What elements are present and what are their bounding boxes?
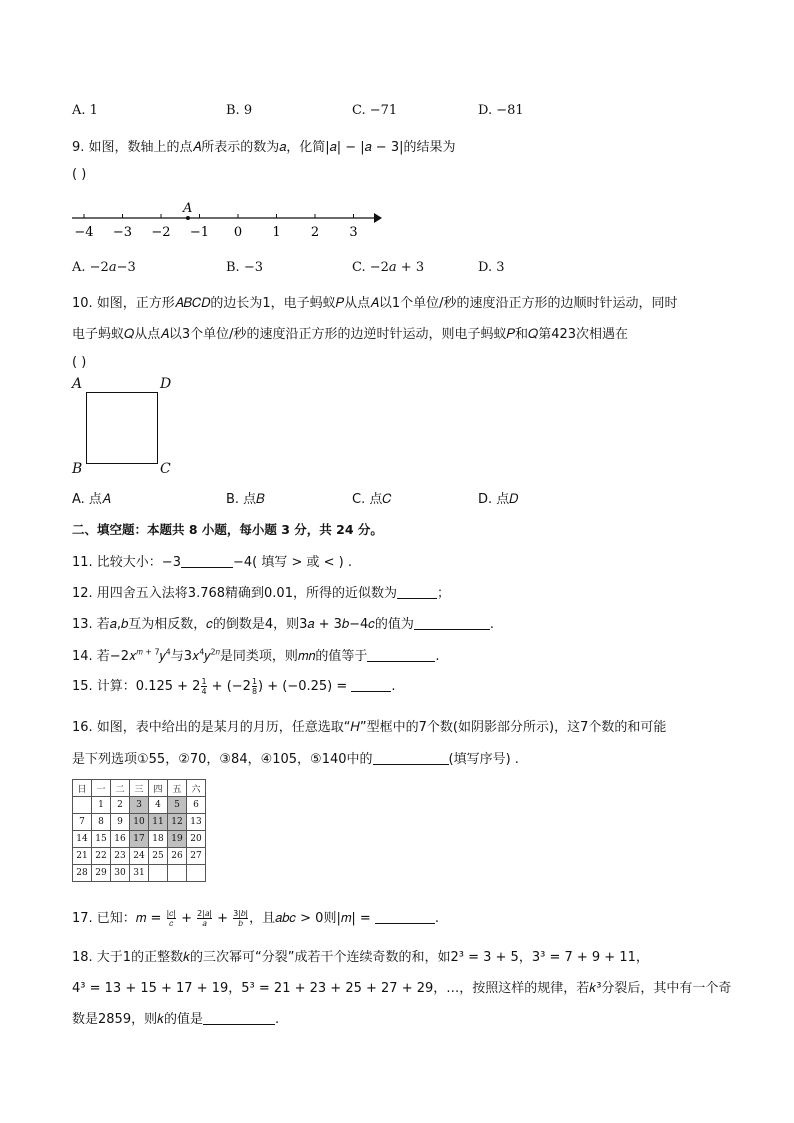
- square-label-a: A: [72, 376, 83, 392]
- number-line-tick-label: −1: [189, 225, 210, 240]
- q12-text-post: ；: [436, 586, 450, 601]
- q17-answer-blank[interactable]: [375, 910, 435, 924]
- number-line-tick-label: 2: [310, 225, 320, 240]
- q15-mid: + (−2: [207, 679, 251, 694]
- calendar-day: 4: [149, 797, 168, 814]
- calendar-weekday: 三: [130, 780, 149, 797]
- calendar-day: [168, 865, 187, 882]
- q17-f3-den: 𝑏: [233, 918, 248, 928]
- calendar-table: [72, 779, 206, 882]
- calendar-weekday: 五: [168, 780, 187, 797]
- q17-fraction-1: [167, 909, 176, 928]
- q8-option-a: A. 1: [72, 103, 98, 118]
- q12-answer-blank[interactable]: [397, 585, 437, 599]
- q16-text-post: (填写序号) .: [448, 752, 519, 767]
- q9-stem: 9. 如图，数轴上的点𝐴所表示的数为𝑎，化简|𝑎| − |𝑎 − 3|的结果为: [72, 140, 456, 155]
- calendar-day: 26: [168, 848, 187, 865]
- q18-text-pre: 数是2859，则𝑘的值是: [72, 1012, 204, 1027]
- point-a-marker: [186, 216, 190, 220]
- q14-exp-3: 4: [199, 647, 205, 657]
- q12: [72, 582, 450, 601]
- q8-option-c: C. −71: [352, 103, 398, 118]
- q13: [72, 613, 494, 632]
- calendar-day: 29: [92, 865, 111, 882]
- q16-text-pre: 是下列选项①55，②70，③84，④105，⑤140中的: [72, 752, 373, 767]
- q18-line-3: [72, 1008, 279, 1027]
- q17-f2-num: 2|𝑎|: [197, 909, 212, 918]
- calendar-week-row: [73, 865, 206, 882]
- q10-line-1: 10. 如图，正方形𝐴𝐵𝐶𝐷的边长为1，电子蚂蚁𝑃从点𝐴以1个单位/秒的速度沿正方形的边顺时针运动，同时: [72, 296, 678, 311]
- section-2-heading: 二、填空题：本题共 8 小题，每小题 3 分，共 24 分。: [72, 522, 383, 537]
- calendar-day: [73, 797, 92, 814]
- calendar-weekday: 二: [111, 780, 130, 797]
- number-line-figure: [68, 198, 388, 242]
- number-line-tick-label: 3: [349, 225, 358, 240]
- square-label-d: D: [160, 376, 172, 392]
- q14-y1: 𝑦: [159, 649, 166, 664]
- q10-paren: ( ): [72, 355, 87, 370]
- q14-exp-1: 𝑚 + 7: [136, 647, 160, 657]
- number-line-tick-label: −2: [151, 225, 171, 240]
- q15-f2-den: 8: [251, 687, 258, 696]
- q11-answer-blank[interactable]: [181, 554, 233, 568]
- q17: 17. 已知：𝑚 = $\frac{\text{|𝑐|}}{\text{𝑐}}$ + $\frac{\text{2|𝑎|}}{\text{𝑎}}$ + $\frac{\text{3|𝑏|}}{\text{𝑏}}$ ，且𝑎𝑏𝑐 > 0则|𝑚| = .: [72, 909, 440, 928]
- calendar-day: 25: [149, 848, 168, 865]
- q9-option-c: C. −2𝑎 + 3: [352, 260, 425, 275]
- calendar-weekday: 日: [73, 780, 92, 797]
- calendar-day: 24: [130, 848, 149, 865]
- calendar-week-row: [73, 814, 206, 831]
- q14-answer-blank[interactable]: [367, 648, 435, 662]
- calendar-weekday: 四: [149, 780, 168, 797]
- q11-text-pre: 11. 比较大小：−3: [72, 555, 181, 570]
- q17-fraction-2: [197, 909, 212, 928]
- q12-text-pre: 12. 用四舍五入法将3.768精确到0.01，所得的近似数为: [72, 586, 397, 601]
- q8-option-b: B. 9: [226, 103, 253, 118]
- q16-line-2: [72, 748, 519, 767]
- q16-line-1: 16. 如图，表中给出的是某月的月历，任意选取“𝐻”型框中的7个数(如阴影部分所示)，这7个数的和可能: [72, 720, 667, 735]
- calendar-header-row: [73, 780, 206, 797]
- calendar-day: 23: [111, 848, 130, 865]
- q17-end: .: [434, 911, 440, 926]
- square-abcd: [86, 392, 158, 464]
- q13-answer-blank[interactable]: [414, 616, 490, 630]
- q10-option-d: D. 点𝐷: [478, 492, 519, 507]
- q15-fraction-1: [201, 677, 206, 696]
- q14-exp-2: 4: [165, 647, 171, 657]
- q13-text-pre: 13. 若𝑎,𝑏互为相反数，𝑐的倒数是4，则3𝑎 + 3𝑏−4𝑐的值为: [72, 617, 414, 632]
- q11-text-post: −4( 填写 > 或 < ) .: [232, 555, 353, 570]
- calendar-week-row: [73, 831, 206, 848]
- calendar-day: 11: [149, 814, 168, 831]
- q17-f1-den: 𝑐: [167, 918, 176, 928]
- q16-answer-blank[interactable]: [373, 751, 449, 765]
- q18-answer-blank[interactable]: [203, 1011, 275, 1025]
- q8-option-d: D. −81: [478, 103, 524, 118]
- q14-mid: 与3𝑥: [170, 649, 200, 664]
- q17-text-post: ，且𝑎𝑏𝑐 > 0则|𝑚| =: [249, 911, 375, 926]
- q14-end: .: [435, 649, 440, 664]
- q18-end: .: [275, 1012, 280, 1027]
- calendar-day: 18: [149, 831, 168, 848]
- square-label-c: C: [160, 461, 171, 477]
- calendar-day: 2: [111, 797, 130, 814]
- q15-f1-den: 4: [201, 687, 207, 696]
- q14-y2: 𝑦: [204, 649, 211, 664]
- square-label-b: B: [72, 461, 83, 477]
- calendar-day: 20: [187, 831, 206, 848]
- calendar-day: 22: [92, 848, 111, 865]
- q9-option-a: A. −2𝑎−3: [72, 260, 136, 275]
- calendar-day: 14: [73, 831, 92, 848]
- q15-f2-num: 1: [251, 677, 258, 686]
- number-line-tick-label: 0: [233, 225, 243, 240]
- q15: [72, 675, 396, 696]
- q17-text-pre: 17. 已知：𝑚 =: [72, 911, 166, 926]
- calendar-weekday: 一: [92, 780, 111, 797]
- calendar-day: 21: [73, 848, 92, 865]
- q15-f1-num: 1: [201, 677, 207, 686]
- q10-option-a: A. 点𝐴: [72, 492, 111, 507]
- calendar-day: [149, 865, 168, 882]
- q17-f3-num: 3|𝑏|: [233, 909, 249, 918]
- q17-f1-num: |𝑐|: [166, 909, 176, 918]
- number-line-tick-label: −4: [74, 225, 94, 240]
- calendar-week-row: [73, 797, 206, 814]
- q15-answer-blank[interactable]: [351, 678, 391, 692]
- calendar-day: 8: [92, 814, 111, 831]
- calendar-day: 9: [111, 814, 130, 831]
- calendar-day: 10: [130, 814, 149, 831]
- q10-option-b: B. 点𝐵: [226, 492, 265, 507]
- q10-line-2: 电子蚂蚁𝑄从点𝐴以3个单位/秒的速度沿正方形的边逆时针运动，则电子蚂蚁𝑃和𝑄第423次相遇在: [72, 327, 629, 342]
- calendar-day: 13: [187, 814, 206, 831]
- calendar-day: 6: [187, 797, 206, 814]
- calendar-week-row: [73, 848, 206, 865]
- q11: [72, 551, 352, 570]
- calendar-day: 31: [130, 865, 149, 882]
- number-line-arrow: [374, 213, 382, 223]
- q9-paren: ( ): [72, 167, 87, 182]
- calendar-day: 12: [168, 814, 187, 831]
- calendar-day: 27: [187, 848, 206, 865]
- calendar-day: 28: [73, 865, 92, 882]
- q15-fraction-2: [252, 677, 257, 696]
- q15-text-post: ) + (−0.25) =: [258, 679, 352, 694]
- calendar-day: 19: [168, 831, 187, 848]
- q13-text-post: .: [489, 617, 495, 632]
- calendar-day: 3: [130, 797, 149, 814]
- q14-text-pre: 14. 若−2𝑥: [72, 649, 137, 664]
- q9-option-d: D. 3: [478, 260, 505, 275]
- q15-end: .: [391, 679, 396, 694]
- number-line-tick-label: −3: [112, 225, 133, 240]
- q14-exp-4: 2𝑛: [210, 647, 220, 657]
- calendar-day: 5: [168, 797, 187, 814]
- q9-option-b: B. −3: [226, 260, 263, 275]
- calendar-day: 1: [92, 797, 111, 814]
- calendar-day: [187, 865, 206, 882]
- q15-text-pre: 15. 计算：0.125 + 2: [72, 679, 201, 694]
- q18-line-2: 4³ = 13 + 15 + 17 + 19，5³ = 21 + 23 + 25 + 27 + 29，…，按照这样的规律，若𝑘³分裂后，其中有一个奇: [72, 981, 732, 996]
- calendar-day: 7: [73, 814, 92, 831]
- number-line-tick-label: 1: [272, 225, 281, 240]
- calendar-day: 30: [111, 865, 130, 882]
- q17-f2-den: 𝑎: [197, 918, 212, 928]
- calendar-day: 16: [111, 831, 130, 848]
- q14-text-post: 是同类项，则𝑚𝑛的值等于: [219, 649, 368, 664]
- q18-line-1: 18. 大于1的正整数𝑘的三次幂可“分裂”成若干个连续奇数的和，如2³ = 3 + 5，3³ = 7 + 9 + 11，: [72, 950, 649, 965]
- q10-option-c: C. 点𝐶: [352, 492, 392, 507]
- calendar-day: 17: [130, 831, 149, 848]
- q17-fraction-3: [233, 909, 248, 928]
- calendar-day: 15: [92, 831, 111, 848]
- point-a-label: A: [182, 201, 193, 216]
- calendar-weekday: 六: [187, 780, 206, 797]
- q14: [72, 645, 440, 664]
